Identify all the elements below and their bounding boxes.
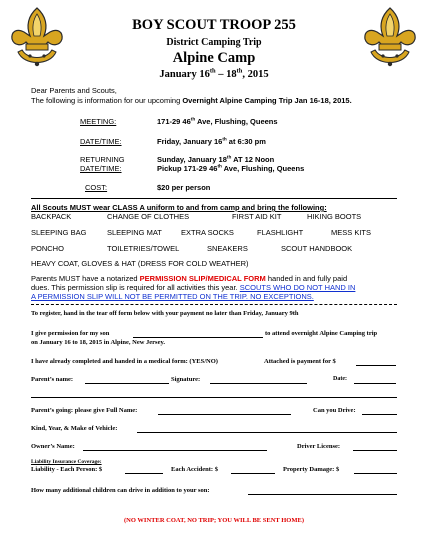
trip-dates: January 16th – 18th, 2015	[159, 67, 269, 80]
packing-item: CHANGE OF CLOTHES	[107, 212, 190, 221]
datetime-label: DATE/TIME:	[80, 137, 122, 146]
cost-label: COST:	[85, 183, 108, 192]
driver-license-label: Driver License:	[297, 443, 341, 450]
permission-notice-line2: dues. This permission slip is required for all activities this year. SCOUTS WHO DO NOT HAND IN	[31, 283, 356, 292]
intro-text: The following is information for our upcoming Overnight Alpine Camping Trip Jan 16-18, 2015.	[31, 96, 352, 105]
greeting: Dear Parents and Scouts,	[31, 86, 117, 95]
parent-going-field[interactable]	[158, 414, 291, 415]
driver-license-field[interactable]	[353, 450, 397, 451]
signature-field[interactable]	[210, 383, 307, 384]
vehicle-label: Kind, Year, & Make of Vehicle:	[31, 425, 118, 432]
permission-warning: A PERMISSION SLIP WILL NOT BE PERMITTED ON THE TRIP. NO EXCEPTIONS.	[31, 292, 314, 301]
divider	[31, 198, 397, 199]
can-drive-label: Can you Drive:	[313, 407, 356, 414]
accident-field[interactable]	[231, 473, 275, 474]
permission-dates: on January 16 to 18, 2015 in Alpine, New Jersey.	[31, 339, 165, 346]
meeting-value: 171-29 46th Ave, Flushing, Queens	[157, 116, 278, 126]
packing-heading: All Scouts MUST wear CLASS A uniform to and from camp and bring the following:	[31, 203, 327, 212]
date-field[interactable]	[354, 383, 396, 384]
page-subtitle: District Camping Trip	[166, 37, 262, 48]
page-title: BOY SCOUT TROOP 255	[132, 17, 296, 33]
signature-label: Signature:	[171, 376, 201, 383]
packing-item: SLEEPING BAG	[31, 228, 87, 237]
parent-going-label: Parent’s going: please give Full Name:	[31, 407, 138, 414]
cost-value: $20 per person	[157, 183, 211, 192]
son-name-field[interactable]	[133, 337, 263, 338]
owner-name-field[interactable]	[83, 450, 267, 451]
packing-item: MESS KITS	[331, 228, 372, 237]
pickup-location: Pickup 171-29 46th Ave, Flushing, Queens	[157, 163, 305, 173]
vehicle-field[interactable]	[137, 432, 397, 433]
packing-item: SCOUT HANDBOOK	[281, 244, 353, 253]
accident-label: Each Accident: $	[171, 466, 218, 473]
packing-item: TOILETRIES/TOWEL	[107, 244, 180, 253]
property-damage-field[interactable]	[354, 473, 397, 474]
returning-label: RETURNING	[80, 155, 125, 164]
permission-label-2: to attend overnight Alpine Camping trip	[265, 330, 378, 337]
permission-notice: Parents MUST have a notarized PERMISSION SLIP/MEDICAL FORM handed in and fully paid	[31, 274, 348, 283]
packing-item: FIRST AID KIT	[232, 212, 282, 221]
owner-name-label: Owner’s Name:	[31, 443, 75, 450]
packing-item: EXTRA SOCKS	[181, 228, 234, 237]
additional-children-label: How many additional children can drive in addition to your son:	[31, 487, 210, 494]
additional-children-field[interactable]	[248, 494, 397, 495]
divider	[31, 397, 397, 398]
packing-item: SNEAKERS	[207, 244, 248, 253]
payment-field[interactable]	[356, 365, 396, 366]
parent-name-label: Parent’s name:	[31, 376, 74, 383]
insurance-heading: Liability Insurance Coverage:	[31, 459, 102, 465]
packing-item: HEAVY COAT, GLOVES & HAT (DRESS FOR COLD WEATHER)	[31, 259, 249, 268]
packing-item: SLEEPING MAT	[107, 228, 162, 237]
property-damage-label: Property Damage: $	[283, 466, 340, 473]
can-drive-field[interactable]	[362, 414, 397, 415]
permission-label: I give permission for my son	[31, 330, 110, 337]
camp-name: Alpine Camp	[172, 50, 256, 66]
datetime-value: Friday, January 16th at 6:30 pm	[157, 136, 266, 146]
returning-datetime-label: DATE/TIME:	[80, 164, 122, 173]
packing-item: PONCHO	[31, 244, 64, 253]
footer-warning: (NO WINTER COAT, NO TRIP; YOU WILL BE SENT HOME)	[124, 517, 304, 524]
liability-field[interactable]	[125, 473, 163, 474]
tear-off-line	[31, 304, 397, 305]
parent-name-field[interactable]	[85, 383, 169, 384]
packing-item: BACKPACK	[31, 212, 72, 221]
liability-label: Liability - Each Person: $	[31, 466, 103, 473]
payment-label: Attached is payment for $	[264, 358, 336, 365]
packing-item: FLASHLIGHT	[257, 228, 304, 237]
return-time: Sunday, January 18th AT 12 Noon	[157, 154, 275, 164]
meeting-label: MEETING:	[80, 117, 117, 126]
register-instructions: To register, hand in the tear off form below with your payment no later than Friday, January 9th	[31, 310, 299, 317]
medical-form-label: I have already completed and handed in a medical form: (YES/NO)	[31, 358, 218, 365]
packing-item: HIKING BOOTS	[307, 212, 362, 221]
date-label: Date:	[333, 376, 347, 382]
